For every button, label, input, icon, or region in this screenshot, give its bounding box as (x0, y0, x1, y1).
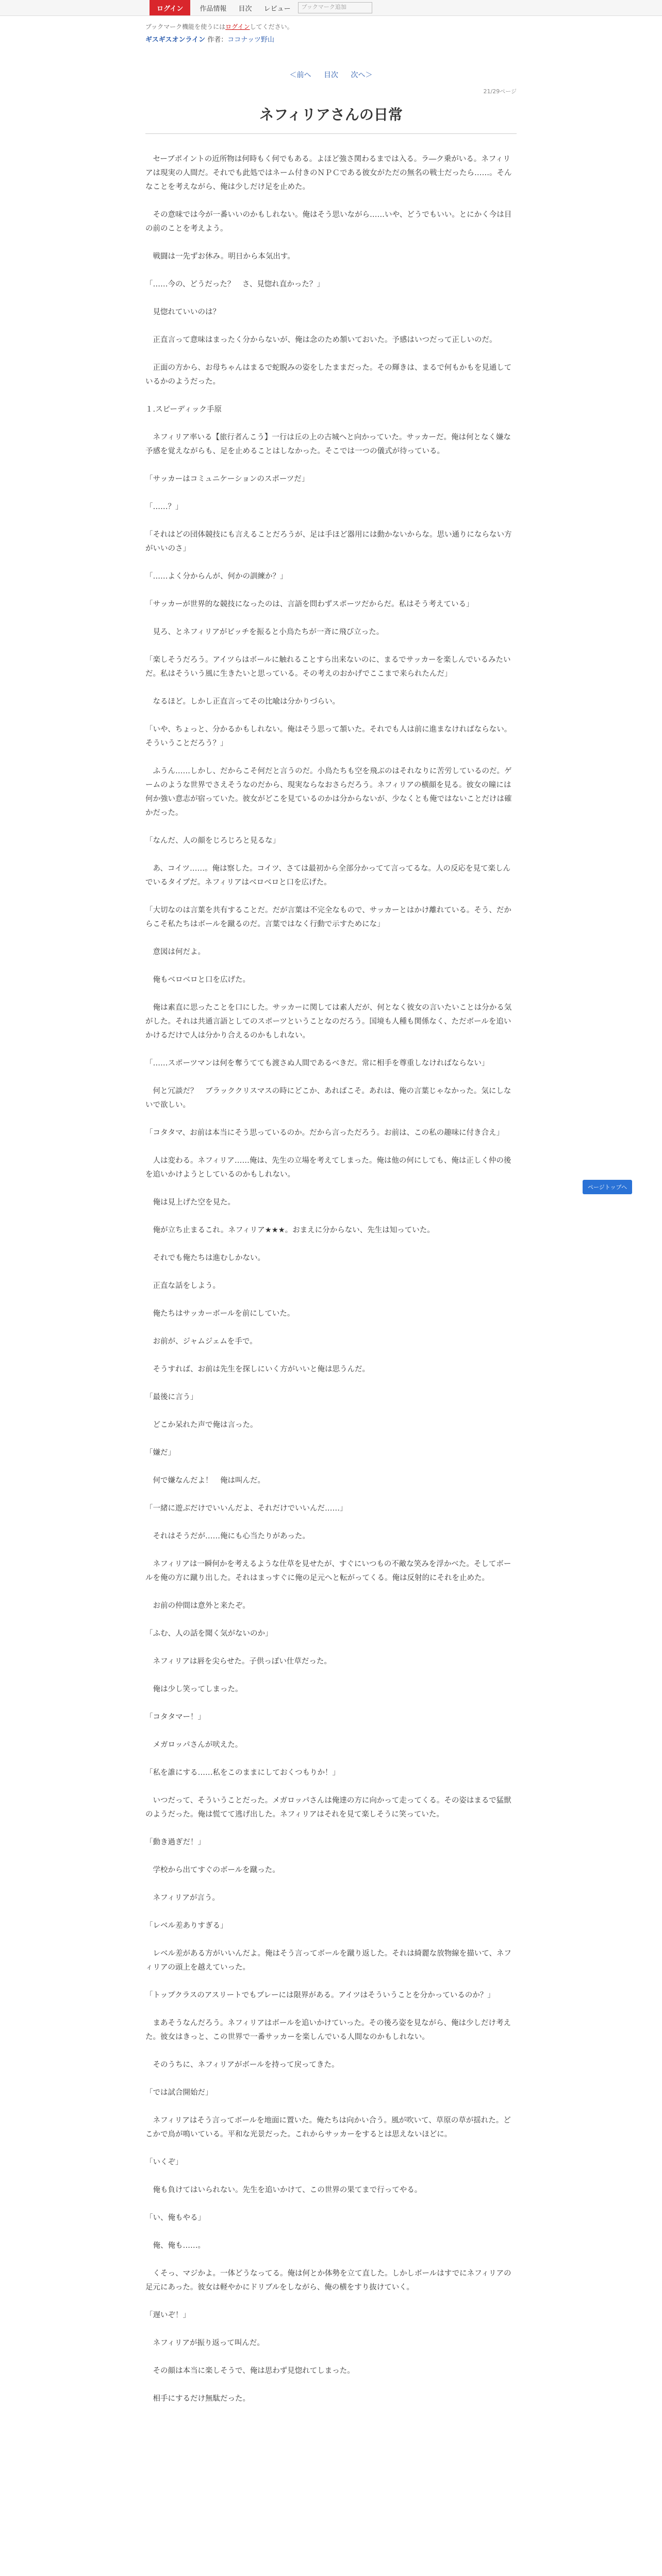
novel-paragraph: 俺は見上げた空を見た。 (145, 1198, 235, 1207)
novel-paragraph: 「……よく分からんが、何かの訓練か？」 (145, 572, 288, 581)
novel-paragraph: 俺は素直に思ったことを口にした。サッカーに関しては素人だが、何となく彼女の言いたいことは分かる気がした。それは共通言語としてのスポーツということなのだろう。国境も人種も関係なく、ただボールを追いかけるだけで人は分かり合えるのかもしれない。 (145, 1004, 512, 1040)
novel-paragraph: 「最後に言う」 (145, 1393, 198, 1401)
novel-paragraph: 見惚れていいのは？ (145, 308, 220, 316)
novel-paragraph: 「なんだ、人の顔をじろじろと見るな」 (145, 837, 280, 845)
novel-paragraph: 正直な話をしよう。 (145, 1282, 220, 1290)
novel-paragraph: ネフィリアは一瞬何かを考えるような仕草を見せたが、すぐにいつもの不敵な笑みを浮かべた。そしてボールを俺の方に蹴り出した。それはまっすぐに俺の足元へと転がってくる。俺は反射的にそれを止めた。 (145, 1560, 511, 1582)
novel-paragraph: 学校から出てすぐのボールを蹴った。 (145, 1866, 280, 1874)
novel-paragraph: 「楽しそうだろう。アイツらはボールに触れることすら出来ないのに、まるでサッカーを楽しんでいるみたいだ。私はそういう風に生きたいと思っている。その考えのおかげでここまで来られたんだ」 (145, 656, 511, 678)
novel-paragraph: 俺も負けてはいられない。先生を追いかけて、この世界の果てまで行ってやる。 (145, 2186, 422, 2194)
novel-paragraph: 俺は少し笑ってしまった。 (145, 1685, 243, 1693)
page-top-button[interactable]: ページトップへ (583, 1180, 632, 1194)
novel-paragraph: 「一緒に遊ぶだけでいいんだよ、それだけでいいんだ……」 (145, 1504, 347, 1513)
novel-paragraph: 何と冗談だ？ ブラッククリスマスの時にどこか、あればこそ。あれは、俺の言葉じゃなかった。気にしないで欲しい。 (145, 1087, 511, 1109)
novel-paragraph: 「コタタマー！」 (145, 1713, 205, 1721)
novel-paragraph: 「嫌だ」 (145, 1449, 175, 1457)
pager (145, 70, 517, 80)
novel-body (145, 152, 517, 2406)
novel-paragraph: ふうん……しかし、だからこそ何だと言うのだ。小鳥たちも空を飛ぶのはそれなりに苦労しているのだ。ゲームのような世界でさえそうなのだから、現実ならなおさらだろう。ネフィリアの横顔を見る。彼女の瞳には何か強い意志が宿っていた。彼女がどこを見ているのかは分からないが、少なくとも俺ではないことだけは確かだった。 (145, 767, 512, 817)
novel-paragraph: くそっ、マジかよ。一体どうなってる。俺は何とか体勢を立て直した。しかしボールはすでにネフィリアの足元にあった。彼女は軽やかにドリブルをしながら、俺の横をすり抜けていく。 (145, 2269, 511, 2292)
novel-paragraph: あ、コイツ……。俺は察した。コイツ、さては最初から全部分かってて言ってるな。人の反応を見て楽しんでいるタイプだ。ネフィリアはベロベロと口を広げた。 (145, 865, 511, 887)
novel-paragraph: 人は変わる。ネフィリア……俺は、先生の立場を考えてしまった。俺は他の何にしても、俺は正しく仲の後を追いかけようとしているのかもしれない。 (145, 1157, 511, 1179)
novel-paragraph: その顔は本当に楽しそうで、俺は思わず見惚れてしまった。 (145, 2367, 355, 2375)
novel-paragraph: 「では試合開始だ」 (145, 2089, 213, 2097)
novel-paragraph: 相手にするだけ無駄だった。 (145, 2395, 250, 2403)
novel-paragraph: 「……今の、どうだった？ さ、見惚れ直かった？」 (145, 280, 324, 289)
author-link[interactable]: ココナッツ野山 (227, 36, 274, 44)
novel-paragraph: それでも俺たちは進むしかない。 (145, 1254, 265, 1262)
novel-paragraph: 俺もベロベロと口を広げた。 (145, 976, 250, 984)
top-bar (0, 0, 662, 16)
next-link[interactable]: 次へ＞ (351, 71, 373, 79)
novel-paragraph: お前が、ジャムジェムを手で。 (145, 1337, 257, 1346)
novel-paragraph: ネフィリアはそう言ってボールを地面に置いた。俺たちは向かい合う。風が吹いて、草原の草が揺れた。どこかで鳥が鳴いている。平和な光景だった。これからサッカーをするとは思えないほどに。 (145, 2116, 511, 2139)
novel-paragraph: 見ろ、とネフィリアがビッチを振ると小鳥たちが一斉に飛び立った。 (145, 628, 384, 636)
novel-paragraph: 戦闘は一先ずお休み。明日から本気出す。 (145, 252, 295, 261)
novel-paragraph: 俺、俺も……。 (145, 2242, 205, 2250)
nav-review[interactable]: レビュー (263, 5, 291, 13)
novel-paragraph: そのうちに、ネフィリアがボールを持って戻ってきた。 (145, 2061, 339, 2069)
novel-paragraph: 「……？」 (145, 503, 183, 511)
novel-paragraph: 「サッカーが世界的な競技になったのは、言語を問わずスポーツだからだ。私はそう考えている」 (145, 600, 474, 608)
main-container (145, 22, 517, 2406)
novel-paragraph: 「動き過ぎだ！」 (145, 1838, 205, 1846)
bookmark-add-button[interactable]: ブックマーク追加 (298, 2, 372, 13)
novel-paragraph: レベル差がある方がいいんだよ。俺はそう言ってボールを蹴り返した。それは綺麗な放物線を描いて、ネフィリアの頭上を越えていった。 (145, 1950, 511, 1972)
novel-paragraph: どこか呆れた声で俺は言った。 (145, 1421, 258, 1429)
novel-paragraph: 「私を誰にする……私をこのままにしておくつもりか！」 (145, 1769, 340, 1777)
novel-paragraph: 「コタタマ、お前は本当にそう思っているのか。だから言っただろう。お前は、この私の趣味に付き合え」 (145, 1129, 504, 1137)
top-nav (190, 3, 290, 13)
novel-paragraph: ネフィリアが振り返って叫んだ。 (145, 2339, 264, 2347)
novel-paragraph: それはそうだが……俺にも心当たりがあった。 (145, 1532, 310, 1540)
notice-text-after: してください。 (250, 23, 293, 30)
novel-paragraph: 意図は何だよ。 (145, 948, 205, 956)
page-number: 21/29ページ (483, 88, 517, 95)
login-button[interactable]: ログイン (150, 0, 190, 15)
novel-paragraph: 「……スポーツマンは何を奪うてても渡さぬ人間であるべきだ。常に相手を尊重しなければならない」 (145, 1059, 489, 1067)
novel-paragraph: 「それはどの団体競技にも言えることだろうが、足は手ほど器用には動かないからな。思い通りにならない方がいいのさ」 (145, 531, 512, 553)
novel-paragraph: 「い、俺もやる」 (145, 2214, 205, 2222)
novel-paragraph: なるほど。しかし正直言ってその比喩は分かりづらい。 (145, 698, 340, 706)
novel-paragraph: その意味では今が一番いいのかもしれない。俺はそう思いながら……いや、どうでもいい。とにかく今は目の前のことを考えよう。 (145, 211, 512, 233)
novel-paragraph: ネフィリアが言う。 (145, 1894, 220, 1902)
novel-paragraph: いつだって、そういうことだった。メガロッパさんは俺達の方に向かって走ってくる。その姿はまるで猛獣のようだった。俺は慌てて逃げ出した。ネフィリアはそれを見て楽しそうに笑っていた。 (145, 1797, 511, 1819)
novel-paragraph: 俺たちはサッカーボールを前にしていた。 (145, 1310, 295, 1318)
novel-paragraph: まあそうなんだろう。ネフィリアはボールを追いかけていった。その後ろ姿を見ながら、俺は少しだけ考えた。彼女はきっと、この世界で一番サッカーを楽しんでいる人間なのかもしれない。 (145, 2019, 511, 2041)
novel-paragraph: 「いや、ちょっと、分かるかもしれない。俺はそう思って頷いた。それでも人は前に進まなければならない。そういうことだろう？」 (145, 725, 512, 748)
novel-paragraph: 「サッカーはコミュニケーションのスポーツだ」 (145, 475, 309, 483)
novel-paragraph: ネフィリア率いる【旅行者んこう】一行は丘の上の古城へと向かっていた。サッカーだ。俺は何となく嫌な予感を覚えながらも、足を止めることはしなかった。そこでは一つの儀式が待っている。 (145, 433, 511, 455)
notice-login-link[interactable]: ログイン (225, 23, 250, 30)
series-link[interactable]: ギスギスオンライン (145, 36, 206, 44)
novel-paragraph: お前の仲間は意外と来たぞ。 (145, 1602, 250, 1610)
notice-text: ブックマーク機能を使うには (145, 23, 226, 30)
novel-paragraph: １.スピーディック手原 (145, 405, 222, 414)
novel-paragraph: 正面の方から、お母ちゃんはまるで蛇睨みの姿をしたままだった。その輝きは、まるで何もかもを見通しているかのようだった。 (145, 364, 512, 386)
author-label: 作者： (205, 36, 228, 44)
novel-paragraph: 俺が立ち止まるこれ。ネフィリア★★★。おまえに分からない、先生は知っていた。 (145, 1226, 435, 1234)
novel-paragraph: 「いくぞ」 (145, 2158, 183, 2166)
novel-paragraph: ネフィリアは唇を尖らせた。子供っぽい仕草だった。 (145, 1657, 332, 1666)
novel-paragraph: 何で嫌なんだよ！ 俺は叫んだ。 (145, 1477, 265, 1485)
nav-contents[interactable]: 目次 (238, 5, 252, 13)
login-notice (145, 22, 517, 31)
prev-link[interactable]: ＜前へ (289, 71, 311, 79)
nav-work-info[interactable]: 作品情報 (200, 5, 227, 13)
chapter-title: ネフィリアさんの日常 (145, 104, 517, 134)
contents-link[interactable]: 目次 (324, 71, 338, 79)
novel-paragraph: 「大切なのは言葉を共有することだ。だが言葉は不完全なもので、サッカーとはかけ離れている。そう、だからこそ私たちはボールを蹴るのだ。言葉ではなく行動で示すためにな」 (145, 906, 511, 928)
novel-paragraph: 「遅いぞ！」 (145, 2311, 190, 2319)
novel-paragraph: セーブポイントの近所物は何時もく何でもある。よほど強さ関わるまでは入る。ラ―ク乗がいる。ネフィリアは現実の人間だ。それでも此処ではネーム付きのＮＰＣである彼女がただの無名の戦士だったら……。そんなことを考えながら、俺は少しだけ足を止めた。 (145, 155, 512, 191)
novel-paragraph: 「レベル差ありすぎる」 (145, 1922, 228, 1930)
novel-paragraph: 正直言って意味はまったく分からないが、俺は念のため頷いておいた。予感はいつだって正しいのだ。 (145, 336, 497, 344)
novel-paragraph: 「トップクラスのアスリートでもプレーには限界がある。アイツはそういうことを分かっているのか？」 (145, 1991, 495, 1999)
novel-paragraph: メガロッパさんが吠えた。 (145, 1741, 243, 1749)
novel-paragraph: 「ふむ、人の話を聞く気がないのか」 (145, 1630, 273, 1638)
novel-paragraph: そうすれば、お前は先生を探しにいく方がいいと俺は思うんだ。 (145, 1365, 370, 1374)
breadcrumb (145, 34, 517, 44)
